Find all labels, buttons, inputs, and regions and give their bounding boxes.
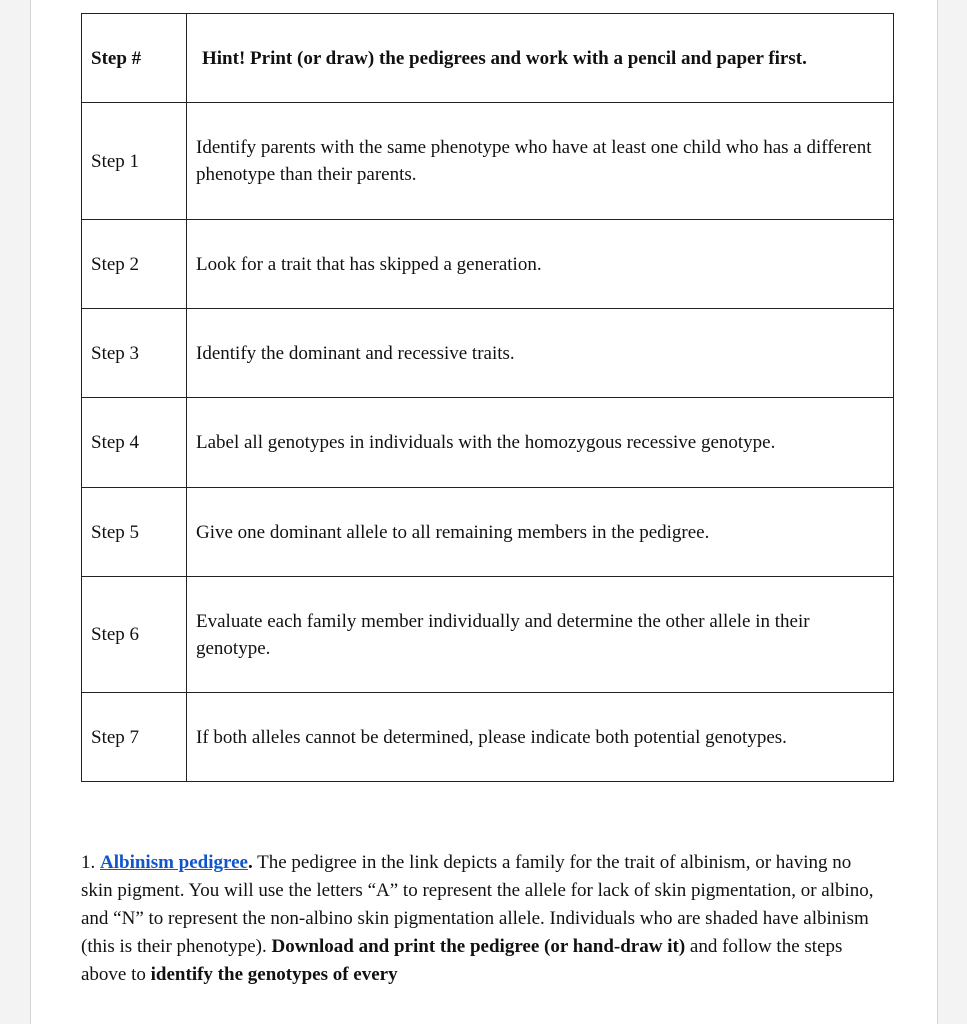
table-row	[82, 577, 894, 693]
question-text-2: and follow the steps above to	[81, 936, 843, 985]
step-label: Step 2	[82, 220, 187, 309]
question-bold-2: identify the genotypes of every	[150, 964, 398, 985]
table-row	[82, 398, 894, 488]
table-row	[82, 103, 894, 220]
step-text: Identify parents with the same phenotype who have at least one child who has a different phenotype than their parents.	[187, 103, 894, 220]
question-text-1: The pedigree in the link depicts a family for the trait of albinism, or having no skin pigment. You will use the letters “A” to represent the allele for lack of skin pigmentation, or albino, and “N” to represent the non-albino skin pigmentation allele. Individuals who are shaded have albinism (this is their phenotype).	[81, 852, 874, 957]
steps-table	[81, 13, 894, 782]
step-text: Evaluate each family member individually and determine the other allele in their genotype.	[187, 577, 894, 693]
table-row	[82, 488, 894, 577]
albinism-pedigree-link[interactable]: Albinism pedigree	[100, 852, 248, 873]
question-paragraph	[81, 849, 881, 989]
step-text: Identify the dominant and recessive traits.	[187, 309, 894, 398]
step-label: Step 6	[82, 577, 187, 693]
link-period: .	[247, 852, 253, 873]
step-label: Step 4	[82, 398, 187, 488]
header-hint-cell: Hint! Print (or draw) the pedigrees and work with a pencil and paper first.	[187, 14, 894, 103]
step-label: Step 5	[82, 488, 187, 577]
step-label: Step 3	[82, 309, 187, 398]
table-row	[82, 309, 894, 398]
question-number: 1.	[81, 852, 96, 873]
step-label: Step 1	[82, 103, 187, 220]
header-step-cell: Step #	[82, 14, 187, 103]
step-text: Give one dominant allele to all remaining members in the pedigree.	[187, 488, 894, 577]
step-label: Step 7	[82, 693, 187, 782]
table-row	[82, 220, 894, 309]
step-text: If both alleles cannot be determined, please indicate both potential genotypes.	[187, 693, 894, 782]
step-text: Label all genotypes in individuals with the homozygous recessive genotype.	[187, 398, 894, 488]
table-row	[82, 693, 894, 782]
table-header-row	[82, 14, 894, 103]
question-bold-1: Download and print the pedigree (or hand-draw it)	[271, 936, 686, 957]
step-text: Look for a trait that has skipped a generation.	[187, 220, 894, 309]
